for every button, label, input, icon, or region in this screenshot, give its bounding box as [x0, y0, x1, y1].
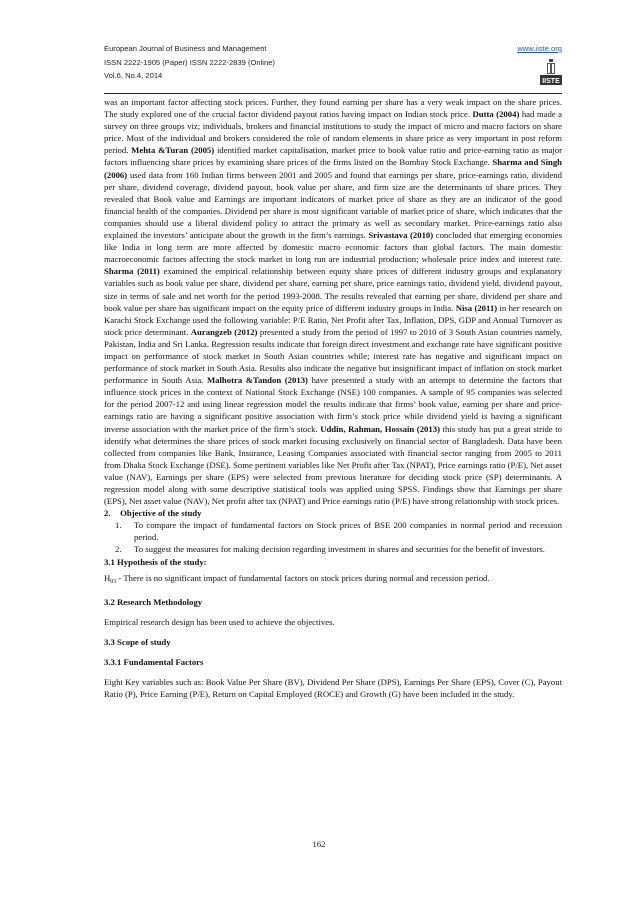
objectives-list: [104, 519, 562, 555]
header-rule: [104, 93, 562, 94]
methodology-text: Empirical research design has been used to achieve the objectives.: [104, 616, 335, 627]
journal-header: [104, 42, 562, 90]
citation: Aurangzeb (2012): [190, 326, 258, 337]
scope-heading: 3.3 Scope of study: [104, 636, 171, 647]
objectives-heading: 2. Objective of the study: [104, 508, 202, 519]
journal-issn: ISSN 2222-1905 (Paper) ISSN 2222-2839 (Online): [104, 57, 275, 67]
journal-title: European Journal of Business and Management: [104, 44, 267, 53]
hypothesis-text: $H_{03}$ - There is no significant impact of fundamental factors on stock prices during normal and recession period.: [104, 572, 490, 585]
citation: Srivastava (2010): [368, 230, 434, 241]
hypothesis-heading: 3.1 Hypothesis of the study:: [104, 556, 207, 567]
citation: Mehta &Turan (2005): [131, 145, 215, 156]
svg-text:IISTE: IISTE: [542, 78, 560, 85]
journal-url-link[interactable]: www.iiste.org: [517, 44, 562, 53]
iiste-logo-icon: [540, 59, 562, 85]
journal-volume: Vol.6, No.4, 2014: [104, 71, 163, 80]
citation: Nisa (2011): [455, 302, 498, 313]
fundamental-factors-text: Eight Key variables such as: Book Value Per Share (BV), Dividend Per Share (DPS), Earnings Per Share (EPS), Cover (C), Payout Ratio (P), Price Earning (P/E), Return on Capital Employed (ROCE) and Growth (G) have been included in the study.: [104, 677, 562, 700]
page-content: [104, 96, 562, 700]
page-number: 162: [312, 839, 326, 849]
citation: Malhotra &Tandon (2013): [206, 375, 308, 386]
citation: Sharma (2011): [104, 266, 160, 277]
citation: Uddin, Rahman, Hossain (2013): [320, 423, 440, 434]
list-item: 1. To compare the impact of fundamental factors on Stock prices of BSE 200 companies in normal period and recession period.: [115, 520, 562, 543]
citation: Sharma and Singh (2006): [104, 157, 563, 180]
fundamental-factors-heading: 3.3.1 Fundamental Factors: [104, 657, 204, 668]
citation: Dutta (2004): [472, 109, 520, 120]
list-item: 2. To suggest the measures for making decision regarding investment in shares and securities for the benefit of investors.: [115, 544, 545, 555]
literature-review-paragraph: was an important factor affecting stock prices. Further, they found earning per share has a very weak impact on the share prices. The study explored one of the crucial factor dividend payout ratios having impact on Indian stock price. Dutta (2004) had made a survey on three groups viz; individuals, brokers and financial institutions to study the impact of micro and macro factors on share price. Most of the individual and brokers considered the role of random elements in share price as very important in post reform period. Mehta &Turan (2005) identified market capitalisation, market price to book value ratio and price-earning ratio as major factors influencing share prices by examining share prices of the firms listed on the Bombay Stock Exchange. Sharma and Singh (2006) used data from 160 Indian firms between 2001 and 2005 and found that earnings per share, price-earnings ratio, dividend per share, dividend coverage, dividend payout, book value per share, and firm size are the determinants of share prices. They revealed that Book value and Earnings are important indicators of market price of share as they are an indicator of the good financial health of the companies. Dividend per share is most significant variable of market price of share, which indicates that the companies should use a liberal dividend policy to attract the primary as well as secondary market. Price-earnings ratio also explained the investors’ anticipate about the growth in the firm’s earnings. Srivastava (2010) concluded that emerging economies like India in long term are more affected by domestic macro economic factors than global factors. The main domestic macroeconomic factors affecting the stock market in long run are industrial production; wholesale price index and interest rate. Sharma (2011) examined the empirical relationship between equity share prices of different industry groups and explanatory variables such as book value per share, dividend per share, earning per share, price earnings ratio, dividend yield, dividend payout, size in terms of sale and net worth for the period 1993-2008. The results revealed that earning per share, dividend per share and book value per share has significant impact on the equity price of different industry groups in India. Nisa (2011) in her research on Karachi Stock Exchange used the following variable: P/E Ratio, Net Profit after Tax, Inflation, DPS, GDP and Annual Turnover as stock price determinant. Aurangzeb (2012) presented a study from the period of 1997 to 2010 of 3 South Asian countries namely, Pakistan, India and Sri Lanka. Regression results indicate that foreign direct investment and exchange rate have significant positive impact on performance of stock market in South Asian countries while; interest rate has negative and significant impact on performance of stock market in South Asia. Results also indicate the negative but insignificant impact of inflation on stock market performance in South Asia. Malhotra &Tandon (2013) have presented a study with an attempt to determine the factors that influence stock prices in the context of National Stock Exchange (NSE) 100 companies. A sample of 95 companies was selected for the period 2007-12 and using linear regression model the results indicate that firms’ book value, earning per share and price-earnings ratio are having a significant positive association with firm’s stock price while dividend yield is having a significant inverse association with the market price of the firm’s stock. Uddin, Rahman, Hossain (2013) this study has put a great stride to identify what determines the share prices of stock market focusing exclusively on financial sector of Bangladesh. Data have been collected from companies like Bank, Insurance, Leasing Companies associated with financial sector ranging from 2005 to 2011 from Dhaka Stock Exchange (DSE). Some pertinent variables like Net Profit after Tax (NPAT), Price earnings ratio (P/E), Net asset value (NAV), Earnings per share (EPS) were selected from previous literature for deciding stock price (SP) determinants. A regression model along with some descriptive statistical tools was applied using SPSS. Findings show that Earnings per share (EPS), Net asset value (NAV), Net profit after tax (NPAT) and Price earnings ratio (P/E) have strong relationship with stock prices.: [104, 97, 563, 507]
methodology-heading: 3.2 Research Methodology: [104, 596, 203, 607]
